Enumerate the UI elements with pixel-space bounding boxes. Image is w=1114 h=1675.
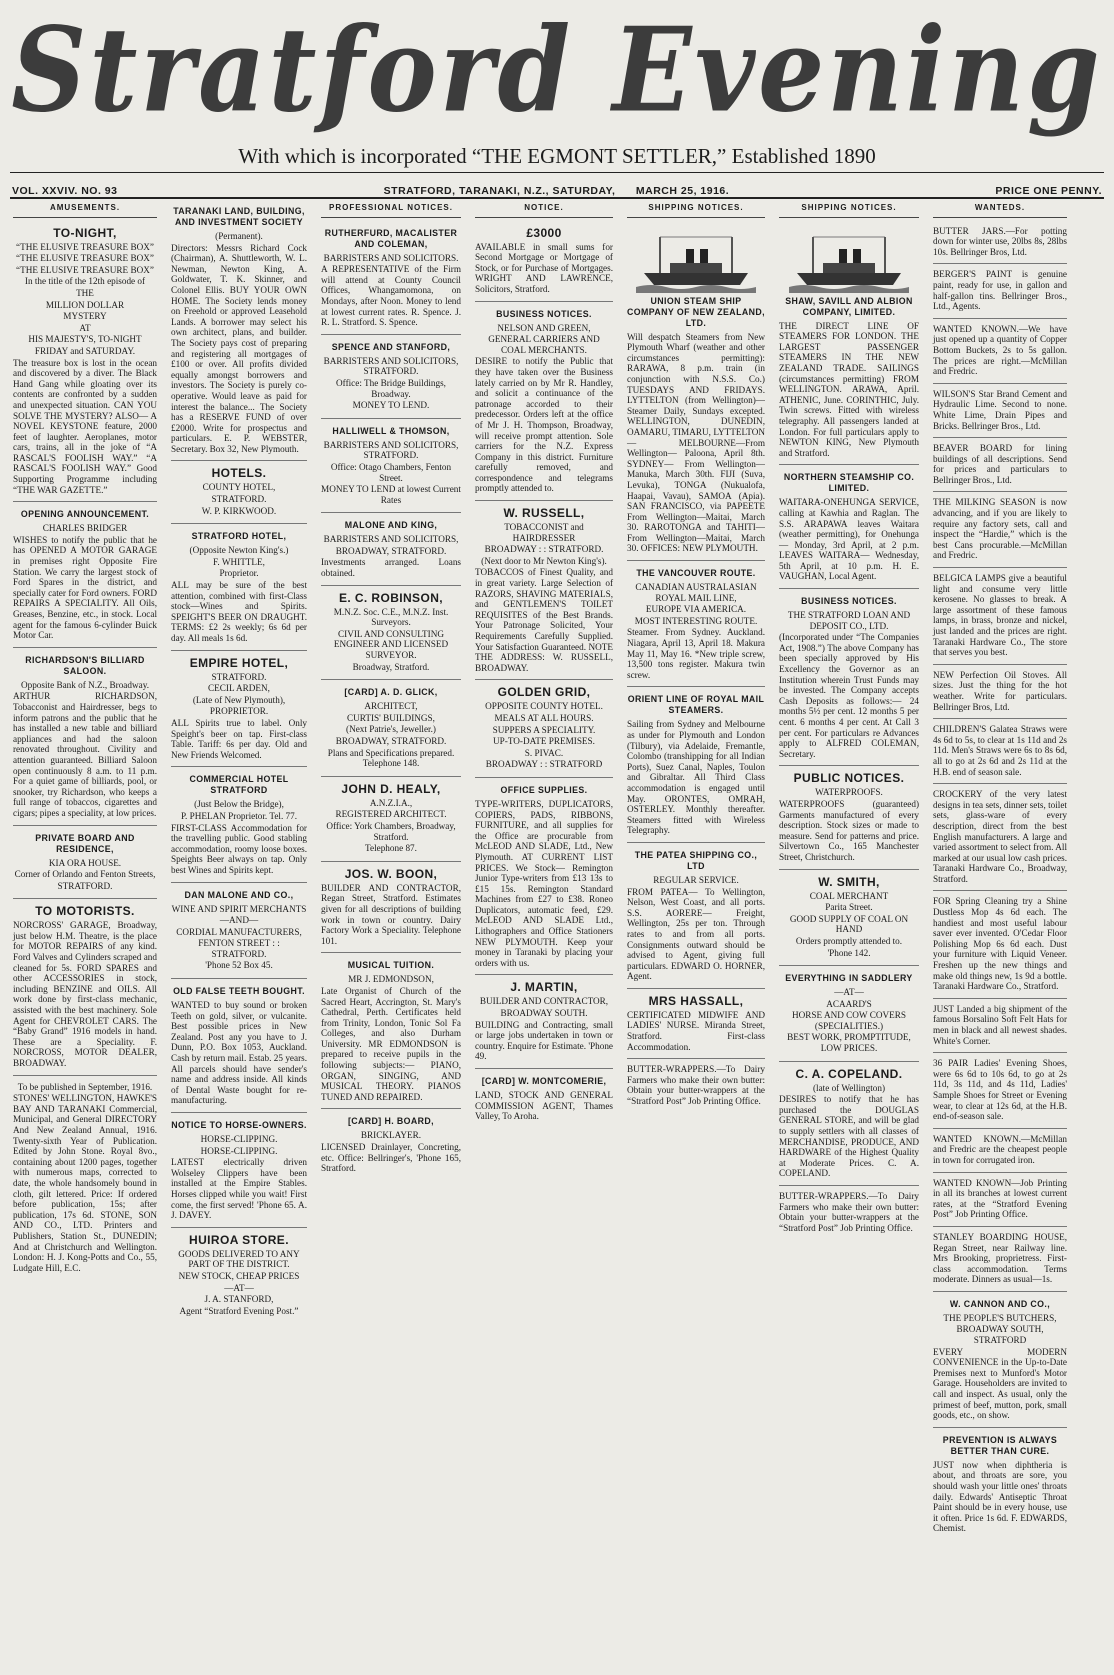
advertisement-heading: SHAW, SAVILL AND ALBION COMPANY, LIMITED. <box>785 295 913 317</box>
advertisement-line: WINE AND SPIRIT MERCHANTS <box>171 903 307 914</box>
advertisement <box>13 648 157 826</box>
advertisement-line: (Just Below the Bridge), <box>194 799 284 810</box>
advertisement <box>171 524 307 650</box>
advertisement-line: MONEY TO LEND at lowest Current Rates <box>321 484 461 505</box>
advertisement-heading: OPENING ANNOUNCEMENT. <box>20 509 150 520</box>
advertisement <box>321 777 461 862</box>
advertisement-body: JUST now when diphtheria is about, and throats are sore, you should wash your little ones' throats daily. Edwards' Antiseptic Throat Paint should be in every house, use it often. Price 1s 6d. F. EDWARDS, Chemist. <box>933 1459 1067 1534</box>
advertisement-heading: RICHARDSON'S BILLIARD SALOON. <box>25 654 145 676</box>
advertisement-body: Late Organist of Church of the Sacred Heart, Accrington, St. Mary's Cathedral, Perth. Certificates held from Trinity, London, Tonic Sol Fa Colleges, and also Durham University. MR EDMONDSON is prepared to receive pupils in the following subjects:— PIANO, ORGAN, SINGING, AND MUSICAL THEORY. PIANOS TUNED AND REPAIRED. <box>321 985 461 1102</box>
advertisement <box>321 419 461 514</box>
advertisement-line: ACAARD'S <box>826 998 872 1009</box>
advertisement <box>933 1292 1067 1428</box>
advertisement <box>933 319 1067 384</box>
advertisement-heading: W. RUSSELL, <box>503 506 585 521</box>
advertisement <box>627 687 765 843</box>
advertisement-heading: PREVENTION IS ALWAYS BETTER THAN CURE. <box>942 1434 1058 1456</box>
advertisement-body: BUTTER-WRAPPERS.—To Dairy Farmers who make their own butter: Obtain your butter-wrappers at the “Stratford Post” Job Printing Office. <box>779 1191 919 1233</box>
advertisement-body: Sailing from Sydney and Melbourne as under for Plymouth and London (Tilbury), via Adelaide, Fremantle, Colombo (transhipping for all Indian Ports), Suez Canal, Naples, Toulon and Gibraltar. All Third Class accommodation is engaged until May. ORONTES, OMRAH, OSTERLEY. Monthly thereafter. Steamers fitted with Wireless Telegraphy. <box>627 719 765 836</box>
advertisement <box>627 561 765 687</box>
advertisement-line: CECIL ARDEN, <box>208 683 270 694</box>
advertisement-line: BROADWAY, STRATFORD. <box>335 736 447 746</box>
advertisement-line: GOODS DELIVERED TO ANY PART OF THE DISTRICT. <box>178 1248 300 1270</box>
advertisement-body: BUILDER AND CONTRACTOR, Regan Street, Stratford. Estimates given for all descriptions of building work in town or country. Dairy Factory Work a Speciality. Telephone 101. <box>321 882 461 946</box>
advertisement-heading: [CARD] H. BOARD, <box>347 1116 435 1127</box>
advertisement-heading: THE VANCOUVER ROUTE. <box>636 568 756 579</box>
advertisement <box>171 651 307 768</box>
advertisement-line: MR J. EDMONDSON, <box>348 974 434 985</box>
advertisement-line: BROADWAY : : STRATFORD <box>485 759 603 770</box>
advertisement-body: ARTHUR RICHARDSON, Tobacconist and Hairdresser, begs to inform patrons and the public that he has installed a new table and billiard appliances and had the saloon renovated throughout. Civility and attention guaranteed. Billiard Saloon open continuously 8 a.m. to 11 p.m. For a quiet game of billiards, pool, or snooker, try Richardson, who keeps a full range of tobaccos, cigarettes and cigars; pipes a speciality, at low prices. <box>13 691 157 818</box>
advertisement <box>933 1428 1067 1540</box>
column-6 <box>776 199 922 1669</box>
advertisement-body: STONES' WELLINGTON, HAWKE'S BAY AND TARANAKI Commercial, Municipal, and General DIRECTORY And New Zealand Annual, 1916. Twenty-sixth Year of Publication. Edited by John Stone. Royal 8vo., containing about 1200 pages, together with numerous maps, corrected to date, the whole handsomely bound in cloth, gilt lettered. Price: If ordered before publication, 15s; after publication, 17s 6d. STONE, SON AND CO., LTD. Printers and Publishers, Station St., DUNEDIN; And at Christchurch and Wellington. London: H. J. Kong-Potts and Co., 55, Ludgate Hill, E.C. <box>13 1093 157 1273</box>
advertisement <box>321 953 461 1109</box>
advertisement-body: TOBACCOS of Finest Quality, and in great variety. Large Selection of RAZORS, SHAVING MATERIALS, and GENTLEMEN'S TOILET REQUISITES of the Best Brands. Your Patronage Solicited, Your Requirements Carefully Supplied. Your Satisfaction Guaranteed. NOTE THE ADDRESS: W. RUSSELL, BROADWAY. <box>475 567 613 673</box>
advertisement-line: CANADIAN AUSTRALASIAN ROYAL MAIL LINE, <box>635 582 757 603</box>
advertisement-heading: BUSINESS NOTICES. <box>496 308 592 319</box>
advertisement-heading: THE PATEA SHIPPING CO., LTD <box>634 849 758 871</box>
volume-number: VOL. XXVIV. NO. 93 <box>12 185 118 197</box>
advertisement <box>475 1069 613 1128</box>
advertisement-line: BARRISTERS AND SOLICITORS. <box>323 252 459 263</box>
advertisement-line: GENERAL CARRIERS AND COAL MERCHANTS. <box>488 334 600 355</box>
advertisement-heading: OFFICE SUPPLIES. <box>500 784 588 795</box>
advertisement-heading: MALONE AND KING, <box>344 520 438 531</box>
advertisement-body: JUST Landed a big shipment of the famous Borsalino Soft Felt Hats for men in black and all newest shades. White's Corner. <box>933 1003 1067 1046</box>
advertisement-line: MILLION DOLLAR <box>45 299 125 310</box>
steamship-illustration <box>636 229 756 293</box>
advertisement-line: BROADWAY SOUTH, STRATFORD <box>956 1324 1044 1346</box>
advertisement-body: WANTED KNOWN—Job Printing in all its branches at lowest current rates, at the “Stratford Evening Post” Job Printing Office. <box>933 1177 1067 1220</box>
advertisement-heading: OLD FALSE TEETH BOUGHT. <box>173 986 305 997</box>
advertisement-heading: HUIROA STORE. <box>189 1232 289 1247</box>
advertisement-heading: JOS. W. BOON, <box>344 866 438 881</box>
advertisement-body: A REPRESENTATIVE of the Firm will attend at County Council Offices, Whangamomona, on Mondays, after Noon. Money to lend at lowest current rates. R. Spence. J. R. L. Stratford. S. Spence. <box>321 264 461 328</box>
advertisement <box>171 767 307 882</box>
advertisement-line: COAL MERCHANT <box>809 890 889 901</box>
advertisement-body: BUTTER JARS.—For potting down for winter use, 20lbs 8s, 28lbs 10s. Bellringer Bros, Ltd. <box>933 225 1067 257</box>
advertisement-body: WILSON'S Star Brand Cement and Hydraulic Lime. Second to none. White Lime, Drain Pipes and Bricks. Bellringer Bros., Ltd. <box>933 388 1067 431</box>
advertisement-line: 'Phone 142. <box>827 947 871 958</box>
advertisement-line: —AT— <box>224 1282 254 1293</box>
column-header: SHIPPING NOTICES. <box>779 199 919 218</box>
advertisement-body: BELGICA LAMPS give a beautiful light and consume very little kerosene. No glasses to break. A large assortment of these famous lamps, in brass, bronze and nickel, just landed and the prices are right. Taranaki Hardware Co., The store that serves you best. <box>933 573 1067 658</box>
advertisement-line: F. WHITTLE, <box>213 556 265 567</box>
advertisement-body: 36 PAIR Ladies' Evening Shoes, were 6s 6d to 10s 6d, to go at 2s 11d, 3s 11d, and 4s 11d, Ladies' Sample Shoes for Street or Evening wear, to clear at 12s 6d, at the H.B. end-of-season sale. <box>933 1058 1067 1122</box>
advertisement <box>321 1109 461 1179</box>
column-header: AMUSEMENTS. <box>13 199 157 218</box>
dateline <box>10 172 1104 199</box>
masthead-subtitle: With which is incorporated “THE EGMONT SETTLER,” Established 1890 <box>238 144 876 168</box>
advertisement <box>933 492 1067 568</box>
advertisement-line: NELSON AND GREEN, <box>497 322 591 333</box>
column-1 <box>10 199 160 1669</box>
advertisement <box>171 1228 307 1324</box>
advertisement-line: AT <box>79 322 91 333</box>
advertisement-line: Corner of Orlando and Fenton Streets, <box>14 869 156 880</box>
advertisement <box>13 826 157 900</box>
advertisement-line: A.N.Z.I.A., <box>369 797 413 808</box>
advertisement <box>321 862 461 954</box>
advertisement-line: HORSE-CLIPPING. <box>200 1134 278 1144</box>
advertisement-heading: W. SMITH, <box>818 874 880 889</box>
advertisement <box>627 843 765 989</box>
advertisement-line: BARRISTERS AND SOLICITORS, <box>323 534 459 545</box>
advertisement-line: ARCHITECT, <box>364 701 418 712</box>
advertisement-line: SUPPERS A SPECIALITY. <box>492 724 596 735</box>
advertisement-line: (Late of New Plymouth), <box>192 694 286 705</box>
advertisement-body: WISHES to notify the public that he has OPENED A MOTOR GARAGE in premises right Opposite Fire Station. We carry the largest stock of Ford Spares in the district, and specially cater for Ford owners. FORD REPAIRS A SPECIALITY. All Oils, Greases, Benzine, etc., in stock. Local agent for the famous 6-cylinder Buick Motor Car. <box>13 534 157 641</box>
column-7 <box>930 199 1070 1669</box>
advertisement-line: CHARLES BRIDGER <box>42 523 128 534</box>
advertisement-body: DESIRES to notify that he has purchased the DOUGLAS GENERAL STORE, and will be glad to supply settlers with all classes of MERCHANDISE, PRODUCE, AND HARDWARE of the Highest Quality at Moderate Prices. C. A. COPELAND. <box>779 1094 919 1179</box>
advertisement-line: COUNTY HOTEL, <box>202 482 276 493</box>
advertisement-body: ALL Spirits true to label. Only Speight's beer on tap. First-class Table. Tariff: 6s per day. Old and New Friends Welcomed. <box>171 717 307 760</box>
advertisement-line: (late of Wellington) <box>812 1082 886 1093</box>
advertisement-body: THE DIRECT LINE OF STEAMERS FOR LONDON. THE LARGEST PASSENGER STEAMERS IN THE NEW ZEALAND TRADE. SAILINGS (circumstances permitting) FROM WELLINGTON. ARAWA, April. ATHENIC, June. CORINTHIC, July. Twin screws. Fitted with wireless telegraphy. All passengers landed at London. For full particulars apply to NEWTON KING, New Plymouth and Stratford. <box>779 320 919 458</box>
advertisement-line: PROPRIETOR. <box>209 706 269 717</box>
advertisement-line: To be published in September, 1916. <box>17 1081 153 1092</box>
advertisement-body: BUILDING and Contracting, small or large jobs undertaken in town or country. Enquire for Estimate. 'Phone 49. <box>475 1019 613 1062</box>
advertisement-line: MONEY TO LEND. <box>352 400 430 411</box>
advertisement-body: LAND, STOCK AND GENERAL COMMISSION AGENT, Thames Valley, To Aroha. <box>475 1090 613 1122</box>
advertisement-body: WANTED KNOWN.—McMillan and Fredric are the cheapest people in town for corrugated iron. <box>933 1133 1067 1165</box>
advertisement-line: EUROPE VIA AMERICA. <box>645 604 747 615</box>
advertisement <box>779 966 919 1062</box>
advertisement <box>779 870 919 967</box>
advertisement-line: M.N.Z. Soc. C.E., M.N.Z. Inst. Surveyors. <box>333 606 449 628</box>
advertisement-body: Will despatch Steamers from New Plymouth Wharf (weather and other circumstances permitting): RARAWA, 8 p.m. train (in conjunction with N.S.S. Co.) TUESDAYS AND FRIDAYS. LYTTELTON (from Wellington)— Steamer Daily, Sundays excepted. WELLINGTON, DUNEDIN, OAMARU, TIMARU, LYTTELTON— MELBOURNE—From Wellington— Paloona, April 8th. SYDNEY— From Wellington—Manuka, March 30th. FIJI (Suva, Levuka), TONGA (Nukualofa, Haapai, Vavau), SAMOA (Apia). SAN FRANCISCO, via PAPEETE From Wellington—Maitai, March 30. RAROTONGA and TAHITI— From Wellington—Maitai, March 30. OFFICES: NEW PLYMOUTH. <box>627 331 765 554</box>
advertisement <box>475 221 613 302</box>
advertisement <box>933 891 1067 998</box>
advertisement <box>933 1053 1067 1129</box>
advertisement-line: “THE ELUSIVE TREASURE BOX” <box>16 253 154 264</box>
column-header: NOTICE. <box>475 199 613 218</box>
column-header: PROFESSIONAL NOTICES. <box>321 199 461 218</box>
advertisement-heading: SPENCE AND STANFORD, <box>331 341 451 352</box>
advertisement <box>321 335 461 419</box>
advertisement-line: UP-TO-DATE PREMISES. <box>493 736 595 747</box>
advertisement-line: Telephone 87. <box>365 843 417 854</box>
advertisement-line: GOOD SUPPLY OF COAL ON HAND <box>789 913 909 935</box>
advertisement-line: REGISTERED ARCHITECT. <box>335 809 447 820</box>
advertisement-heading: PUBLIC NOTICES. <box>793 771 905 786</box>
advertisement-line: Proprietor. <box>219 568 259 579</box>
advertisement-line: BROADWAY : : STRATFORD. <box>484 544 604 555</box>
advertisement-body: The treasure box is lost in the ocean and discovered by a diver. The Black Hand Gang while gloating over its contents are confronted by a sudden and unexpected situation. CAN YOU SOLVE THE MYSTERY? ALSO— A NOVEL KEYSTONE feature, 2000 feet of laughter. Aeroplanes, motor cars, trains, all in the joke of “A RASCAL'S FOOLISH WAY.” “A RASCAL'S FOOLISH WAY.” Good Supporting Programme including “THE WAR GAZETTE.” <box>13 357 157 495</box>
advertisement <box>475 302 613 502</box>
advertisement-line: 'Phone 52 Box 45. <box>205 960 273 971</box>
advertisement <box>475 501 613 680</box>
advertisement-body: EVERY MODERN CONVENIENCE in the Up-to-Date Premises next to Munford's Motor Garage. Householders are invited to call and inspect. As usual, only the primest of beef, mutton, pork, small goods, etc., on show. <box>933 1346 1067 1421</box>
advertisement-body: STANLEY BOARDING HOUSE, Regan Street, near Railway line. Mrs Brooking, proprietress. First-class accommodation. Terms moderate. Dinners as usual—1s. <box>933 1231 1067 1285</box>
advertisement <box>475 680 613 778</box>
advertisement-body: Investments arranged. Loans obtained. <box>321 557 461 579</box>
advertisement-line: “THE ELUSIVE TREASURE BOX” <box>16 264 154 275</box>
advertisement-line: (Opposite Newton King's.) <box>189 545 289 556</box>
advertisement-line: (Next Patrie's, Jeweller.) <box>346 724 436 735</box>
advertisement-line: BRICKLAYER. <box>360 1130 422 1141</box>
advertisement-line: Orders promptly attended to. <box>795 935 903 946</box>
advertisement-line: Office: Otago Chambers, Fenton Street. <box>330 461 452 483</box>
advertisement <box>933 1173 1067 1227</box>
advertisement-body: CHILDREN'S Galatea Straws were 4s 6d to 5s, to clear at 1s 11d and 2s 11d. Men's Straws were 6s to 8s 6d, all to go at 2s 6d and 2s 11d at the H.B. end of season sale. <box>933 724 1067 777</box>
advertisement <box>933 1227 1067 1292</box>
advertisement-heading: GOLDEN GRID, <box>497 685 591 700</box>
advertisement <box>779 221 919 466</box>
advertisement-line: TOBACCONIST and HAIRDRESSER <box>504 522 584 543</box>
advertisement <box>171 199 307 461</box>
advertisement-heading: MRS HASSALL, <box>648 993 744 1008</box>
advertisement-heading: EVERYTHING IN SADDLERY <box>785 973 913 984</box>
advertisement-line: STRATFORD. <box>211 671 267 682</box>
advertisement-line: —AT— <box>834 987 864 998</box>
issue-price: PRICE ONE PENNY. <box>995 185 1102 197</box>
advertisement <box>13 502 157 648</box>
column-4 <box>472 199 616 1669</box>
advertisement <box>779 589 919 766</box>
advertisement-body: THE MILKING SEASON is now advancing, and if you are likely to require any factory sets, call and inspect the “Hardie,” which is the best Cans procurable.—McMillan and Fredric. <box>933 497 1067 561</box>
advertisement-line: FENTON STREET : : STRATFORD. <box>198 938 280 959</box>
advertisement-line: REGULAR SERVICE. <box>653 874 739 885</box>
advertisement-line: BARRISTERS AND SOLICITORS, STRATFORD. <box>323 355 459 377</box>
advertisement-line: Office: The Bridge Buildings, Broadway. <box>336 377 446 399</box>
advertisement-body: BEAVER BOARD for lining buildings of all descriptions. Send for prices and particulars to Bellringer Bros., Ltd. <box>933 443 1067 485</box>
advertisement-heading: DAN MALONE AND CO., <box>184 889 294 900</box>
advertisement-body: ALL may be sure of the best attention, combined with first-Class stock—Wines and Spirits. SPEIGHT'S BEER ON DRAUGHT. TERMS: £2 2s weekly; 6s 6d per day. All meals 1s 6d. <box>171 580 307 643</box>
advertisement-body: BERGER'S PAINT is genuine paint, ready for use, in gallon and half-gallon tins. Bellringer Bros., Ltd., Agents. <box>933 269 1067 312</box>
advertisement-line: BUILDER AND CONTRACTOR, <box>479 996 609 1007</box>
advertisement-heading: J. MARTIN, <box>510 980 578 995</box>
advertisement-line: WATERPROOFS. <box>815 787 883 798</box>
advertisement <box>779 1062 919 1186</box>
advertisement <box>321 586 461 681</box>
advertisement <box>933 568 1067 665</box>
column-5 <box>624 199 768 1669</box>
advertisement <box>933 221 1067 265</box>
advertisement-line: Agent “Stratford Evening Post.” <box>179 1305 299 1316</box>
advertisement <box>321 513 461 585</box>
advertisement <box>933 999 1067 1053</box>
advertisement <box>933 264 1067 318</box>
advertisement-heading: NORTHERN STEAMSHIP CO. LIMITED. <box>783 472 915 494</box>
advertisement <box>779 465 919 589</box>
advertisement-heading: W. CANNON AND CO., <box>949 1298 1051 1309</box>
advertisement-line: Opposite Bank of N.Z., Broadway. <box>20 679 149 690</box>
advertisement-body: (Incorporated under “The Companies Act, 1908.”) The above Company has been specially approved by His Excellency the Governor as an Institution wherein Trust Funds may be invested. The Company accepts Cash Deposits as follows:— 24 months 5½ per cent. 12 months 5 per cent. 6 months 4 per cent. At Call 3 per cent. For particulars re Advances apply to ALFRED COLEMAN, Secretary. <box>779 632 919 759</box>
advertisement-line: STRATFORD. <box>211 494 267 505</box>
advertisement-line: HIS MAJESTY'S, TO-NIGHT <box>28 334 142 345</box>
advertisement <box>171 979 307 1113</box>
advertisement <box>627 1059 765 1112</box>
advertisement-body: TYPE-WRITERS, DUPLICATORS, COPIERS, PADS, RIBBONS, FURNITURE, and all supplies for the Office are procurable from McLEOD AND SLADE, Ltd., New Plymouth. AT CURRENT LIST PRICES. We Stock— Remington Junior Type-writers from £13 13s to £15 15s. Remington Standard Machines from £27 to £38. Roneo Duplicators, automatic feed, £29. McLEOD AND SLADE Ltd., Lithographers and Office Stationers NEW PLYMOUTH. Keep your money in Taranaki by placing your orders with us. <box>475 798 613 968</box>
advertisement-body: AVAILABLE in small sums for Second Mortgage or Mortgage of Stock, or for Purchase of Mortgages. WRIGHT AND LAWRENCE, Solicitors, Stratford. <box>475 241 613 294</box>
advertisement-line: STRATFORD. <box>57 880 113 891</box>
advertisement-heading: RUTHERFURD, MACALISTER AND COLEMAN, <box>324 227 458 249</box>
advertisement <box>321 221 461 335</box>
advertisement-heading: £3000 <box>526 225 562 240</box>
advertisement-heading: ORIENT LINE OF ROYAL MAIL STEAMERS. <box>627 694 765 716</box>
advertisement <box>933 438 1067 492</box>
advertisement-heading: MUSICAL TUITION. <box>347 960 435 971</box>
advertisement-body: WANTED KNOWN.—We have just opened up a quantity of Copper Bottom Buckets, 2s to 5s gallon. The prices are right.—McMillan and Fredric. <box>933 323 1067 377</box>
advertisement-body: FIRST-CLASS Accommodation for the travelling public. Good stabling accommodation, roomy loose boxes. Speights Beer always on tap. Only best Wines and Spirits kept. <box>171 822 307 875</box>
column-3 <box>318 199 464 1669</box>
advertisement <box>779 1186 919 1239</box>
advertisement-line: HORSE-CLIPPING. <box>200 1145 278 1156</box>
advertisement-body: NORCROSS' GARAGE, Broadway, just below H.M. Theatre, is the place for MOTOR REPAIRS of any kind. Ford Valves and Cylinders scraped and cleaned for 5s. FORD SPARES and other ACCESSORIES in stock, including BENZINE and OILS. All work done by first-class mechanic, assisted with the best machinery. Sole Agent for CHEVROLET CARS. The “Baby Grand” 1916 models in hand. These are a Speciality. F. NORCROSS, MOTOR DEALER, BROADWAY. <box>13 920 157 1068</box>
advertisement-line: CURTIS' BUILDINGS, <box>347 712 435 723</box>
advertisement-line: Broadway, Stratford. <box>352 661 430 672</box>
advertisement-heading: E. C. ROBINSON, <box>338 590 443 605</box>
advertisement-heading: BUSINESS NOTICES. <box>801 596 897 607</box>
advertisement-heading: C. A. COPELAND. <box>795 1066 903 1081</box>
advertisement-line: NEW STOCK, CHEAP PRICES <box>178 1270 300 1281</box>
advertisement-line: FRIDAY and SATURDAY. <box>34 345 136 356</box>
advertisement-line: “THE ELUSIVE TREASURE BOX” <box>16 241 154 252</box>
advertisement-heading: EMPIRE HOTEL, <box>189 655 289 670</box>
advertisement-body: CROCKERY of the very latest designs in tea sets, dinner sets, toilet sets, glass-ware of every description, direct from the best English manufacturers. A large and varied assortment to select from. All marked at our usual low cash prices. Taranaki Hardware Co., Broadway, Stratford. <box>933 789 1067 884</box>
advertisement-line: KIA ORA HOUSE. <box>48 857 122 868</box>
masthead-title: Stratford Evening <box>11 0 1103 139</box>
advertisement <box>627 221 765 561</box>
advertisement <box>779 766 919 869</box>
advertisement-body: WAITARA-ONEHUNGA SERVICE, calling at Kawhia and Raglan. The S.S. ARAPAWA leaves Waitara (weather permitting), for Onehunga— Monday, 3rd April, at 2 p.m. LEAVES WAITARA— Wednesday, 5th April, at 10 p.m. H. E. VAUGHAN, Local Agent. <box>779 497 919 582</box>
advertisement-body: NEW Perfection Oil Stoves. All sizes. Just the thing for the hot weather. Write for particulars. Bellringer Bros, Ltd. <box>933 669 1067 712</box>
advertisement-line: S. PIVAC. <box>524 747 564 758</box>
advertisement-heading: PRIVATE BOARD AND RESIDENCE, <box>35 832 135 854</box>
advertisement-heading: [CARD] W. MONTCOMERIE, <box>481 1076 607 1086</box>
advertisement <box>321 680 461 777</box>
advertisement-line: BROADWAY, STRATFORD. <box>335 545 447 556</box>
column-grid <box>10 199 1104 1669</box>
advertisement-body: FROM PATEA— To Wellington, Nelson, West Coast, and all ports. S.S. AORERE— Freight, Wellington, 25s per ton. Through rates to and from all ports. Consignments outward should be advised to Agent, giving full particulars. EDWARD O. HORNER, Agent. <box>627 886 765 982</box>
column-header: WANTEDS. <box>933 199 1067 218</box>
column-header: SHIPPING NOTICES. <box>627 199 765 218</box>
advertisement <box>13 1076 157 1280</box>
advertisement-line: THE STRATFORD LOAN AND DEPOSIT CO., LTD. <box>787 610 911 631</box>
advertisement-line: THE PEOPLE'S BUTCHERS, <box>943 1312 1057 1323</box>
advertisement <box>171 883 307 980</box>
advertisement-heading: HALLIWELL & THOMSON, <box>332 425 450 436</box>
advertisement-body: LATEST electrically driven Wolseley Clippers have been installed at the Empire Stables. Horses clipped while you wait! First come, the first served! 'Phone 65. A. J. DAVEY. <box>171 1157 307 1221</box>
advertisement <box>933 784 1067 891</box>
advertisement <box>933 384 1067 438</box>
advertisement-heading: [CARD] A. D. GLICK, <box>344 687 438 698</box>
advertisement-heading: STRATFORD HOTEL, <box>191 531 287 542</box>
column-2 <box>168 199 310 1669</box>
advertisement-body: LICENSED Drainlayer, Concreting, etc. Office: Bellringer's, 'Phone 165, Stratford. <box>321 1142 461 1174</box>
advertisement <box>171 461 307 524</box>
advertisement-line: MOST INTERESTING ROUTE. <box>634 615 758 626</box>
advertisement-line: CORDIAL MANUFACTURERS, <box>176 926 302 937</box>
advertisement-line: Parita Street. <box>825 902 873 913</box>
advertisement-heading: TARANAKI LAND, BUILDING, AND INVESTMENT SOCIETY <box>173 206 305 227</box>
advertisement-heading: UNION STEAM SHIP COMPANY OF NEW ZEALAND, LTD. <box>627 295 765 328</box>
advertisement-line: CIVIL AND CONSULTING ENGINEER AND LICENSED SURVEYOR. <box>333 628 449 661</box>
advertisement-line: (Permanent). <box>215 231 263 241</box>
advertisement-heading: HOTELS. <box>211 466 267 481</box>
advertisement <box>933 719 1067 784</box>
steamship-illustration <box>789 229 909 293</box>
advertisement-line: THE <box>76 287 94 298</box>
place-date: STRATFORD, TARANAKI, N.Z., SATURDAY, MARCH 25, 1916. <box>383 185 730 197</box>
advertisement <box>627 989 765 1059</box>
advertisement-line: W. P. KIRKWOOD. <box>201 505 277 516</box>
advertisement-heading: TO MOTORISTS. <box>35 904 135 919</box>
advertisement-line: BARRISTERS AND SOLICITORS, STRATFORD. <box>323 439 459 461</box>
advertisement-line: Plans and Specifications prepared. Telephone 148. <box>327 747 455 769</box>
advertisement-line: P. PHELAN Proprietor. Tel. 77. <box>180 810 298 821</box>
advertisement-line: HORSE AND COW COVERS (SPECIALITIES.) <box>792 1010 906 1031</box>
advertisement-heading: NOTICE TO HORSE-OWNERS. <box>171 1120 307 1130</box>
advertisement <box>933 1129 1067 1173</box>
advertisement-body: Steamer. From Sydney. Auckland. Niagara, April 13, April 18. Makura May 11, May 16. *New triple screw, 13,500 tons register. Makura twin screw. <box>627 627 765 680</box>
advertisement <box>933 665 1067 719</box>
advertisement-line: In the title of the 12th episode of <box>24 276 146 287</box>
advertisement-line: J. A. STANFORD, <box>204 1294 274 1305</box>
advertisement <box>13 221 157 503</box>
advertisement-line: —AND— <box>219 915 259 926</box>
advertisement-body: CERTIFICATED MIDWIFE AND LADIES' NURSE. Miranda Street, Stratford. First-class Accommodation. <box>627 1009 765 1052</box>
advertisement <box>475 778 613 976</box>
advertisement-body: FOR Spring Cleaning try a Shine Dustless Mop 4s 6d each. The handiest and most useful labour saver ever invented. O'Cedar Floor Polishing Mop 6s 6d each. Dust your furniture with Liquid Veneer. Freshen up the new things and make old things new, 1s 9d a bottle. Taranaki Hardware Co., Stratford. <box>933 896 1067 992</box>
advertisement-line: OPPOSITE COUNTY HOTEL. <box>485 701 603 712</box>
advertisement-line: BROADWAY SOUTH. <box>500 1008 588 1019</box>
advertisement-line: Office: York Chambers, Broadway, Stratford. <box>326 820 456 842</box>
advertisement-heading: TO-NIGHT, <box>53 225 117 240</box>
advertisement-body: Directors: Messrs Richard Cock (Chairman), A. Shuttleworth, W. L. Newman, Newton King, A. Goldwater, T. K. Skinner, and Colonel Ellis. BUY YOUR OWN HOME. The Society lends money on Freehold or approved Leasehold Lands. A borrower may select his own architect, plans, and builder. The Society pays cost of preparing and registering all mortgages of £100 or over. All profits divided equally amongst borrowers and investors. The Society is purely co-operative. Would leave as paid for interest the balance... The Society has a RESERVE FUND of over £2000. Write for prospectus and particulars. E. P. WEBSTER, Secretary. Box 32, New Plymouth. <box>171 242 307 454</box>
advertisement-body: DESIRE to notify the Public that they have taken over the Business lately carried on by Mr R. Handley, and solicit a continuance of the patronage accorded to their predecessor. Orders left at the office of Mr J. H. Thompson, Broadway, will receive prompt attention. Sole carriers for the N.Z. Express Company in this district. Furniture carefully removed, and correspondence and telegrams promptly attended to. <box>475 356 613 494</box>
advertisement-heading: COMMERCIAL HOTEL STRATFORD <box>189 774 289 796</box>
advertisement <box>171 1113 307 1228</box>
advertisement-body: WANTED to buy sound or broken Teeth on gold, silver, or vulcanite. Best possible prices in New Zealand. Post any you have to J. Dunn, P.O. Box 1053, Auckland. Cash by return mail. Estab. 25 years. All parcels should have sender's name and address inside. All kinds of Dental Waste bought for re-manufacturing. <box>171 1000 307 1106</box>
advertisement-line: MYSTERY <box>63 311 107 322</box>
advertisement-heading: JOHN D. HEALY, <box>341 781 441 796</box>
advertisement-body: BUTTER-WRAPPERS.—To Dairy Farmers who make their own butter: Obtain your butter-wrappers at the “Stratford Post” Job Printing Office. <box>627 1064 765 1107</box>
advertisement-line: MEALS AT ALL HOURS. <box>494 712 594 723</box>
advertisement-line: (Next door to Mr Newton King's). <box>481 555 607 566</box>
advertisement-line: BEST WORK, PROMPTITUDE, LOW PRICES. <box>787 1032 911 1054</box>
advertisement <box>13 899 157 1075</box>
advertisement-body: WATERPROOFS (guaranteed) Garments manufactured of every description. Stock sizes or made to measure. Send for patterns and price. Silvertown Co., 165 Manchester Street, Christchurch. <box>779 798 919 862</box>
advertisement <box>475 975 613 1069</box>
issue-date: MARCH 25, 1916. <box>635 185 730 197</box>
